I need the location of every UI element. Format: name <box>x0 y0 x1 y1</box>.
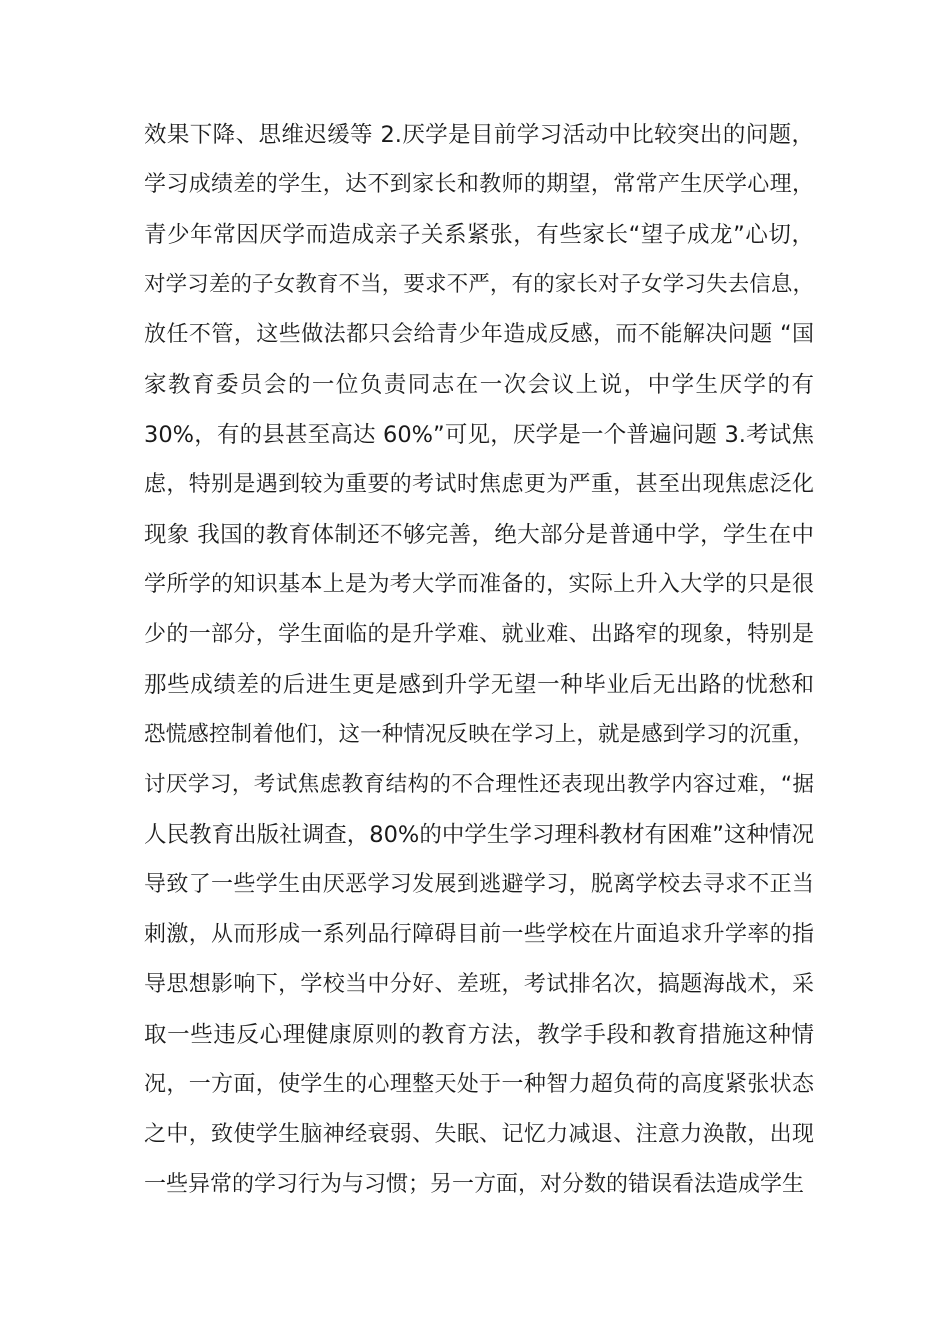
text-line: 少的一部分，学生面临的是升学难、就业难、出路窄的现象，特别是 <box>144 622 814 647</box>
text-line: 放任不管，这些做法都只会给青少年造成反感，而不能解决问题 “国 <box>144 322 814 347</box>
body-text <box>144 110 814 1210</box>
text-line: 对学习差的子女教育不当，要求不严，有的家长对子女学习失去信息， <box>144 272 814 297</box>
text-line: 之中，致使学生脑神经衰弱、失眠、记忆力减退、注意力涣散，出现 <box>144 1122 814 1147</box>
text-line: 讨厌学习，考试焦虑教育结构的不合理性还表现出教学内容过难，“据 <box>144 772 814 797</box>
text-line: 况，一方面，使学生的心理整天处于一种智力超负荷的高度紧张状态 <box>144 1072 814 1097</box>
text-line: 家教育委员会的一位负责同志在一次会议上说，中学生厌学的有 <box>144 372 814 398</box>
text-line: 30%，有的县甚至高达 60%”可见，厌学是一个普遍问题 3.考试焦 <box>144 422 814 448</box>
text-line: 青少年常因厌学而造成亲子关系紧张，有些家长“望子成龙”心切， <box>144 222 814 248</box>
text-line: 效果下降、思维迟缓等 2.厌学是目前学习活动中比较突出的问题， <box>144 122 814 148</box>
text-line: 虑，特别是遇到较为重要的考试时焦虑更为严重，甚至出现焦虑泛化 <box>144 472 814 497</box>
text-line: 恐慌感控制着他们，这一种情况反映在学习上，就是感到学习的沉重， <box>144 722 814 747</box>
text-line: 导致了一些学生由厌恶学习发展到逃避学习，脱离学校去寻求不正当 <box>144 872 814 897</box>
text-line: 学习成绩差的学生，达不到家长和教师的期望，常常产生厌学心理， <box>144 172 814 197</box>
text-line: 取一些违反心理健康原则的教育方法，教学手段和教育措施这种情 <box>144 1022 814 1048</box>
text-line: 现象 我国的教育体制还不够完善，绝大部分是普通中学，学生在中 <box>144 522 814 548</box>
text-line: 一些异常的学习行为与习惯；另一方面，对分数的错误看法造成学生 <box>144 1172 805 1197</box>
text-line: 人民教育出版社调查，80%的中学生学习理科教材有困难”这种情况 <box>144 822 814 848</box>
text-line: 刺激，从而形成一系列品行障碍目前一些学校在片面追求升学率的指 <box>144 922 814 947</box>
text-line: 学所学的知识基本上是为考大学而准备的，实际上升入大学的只是很 <box>144 572 814 597</box>
text-line: 导思想影响下，学校当中分好、差班，考试排名次，搞题海战术，采 <box>144 972 814 997</box>
text-line: 那些成绩差的后进生更是感到升学无望一种毕业后无出路的忧愁和 <box>144 672 814 698</box>
